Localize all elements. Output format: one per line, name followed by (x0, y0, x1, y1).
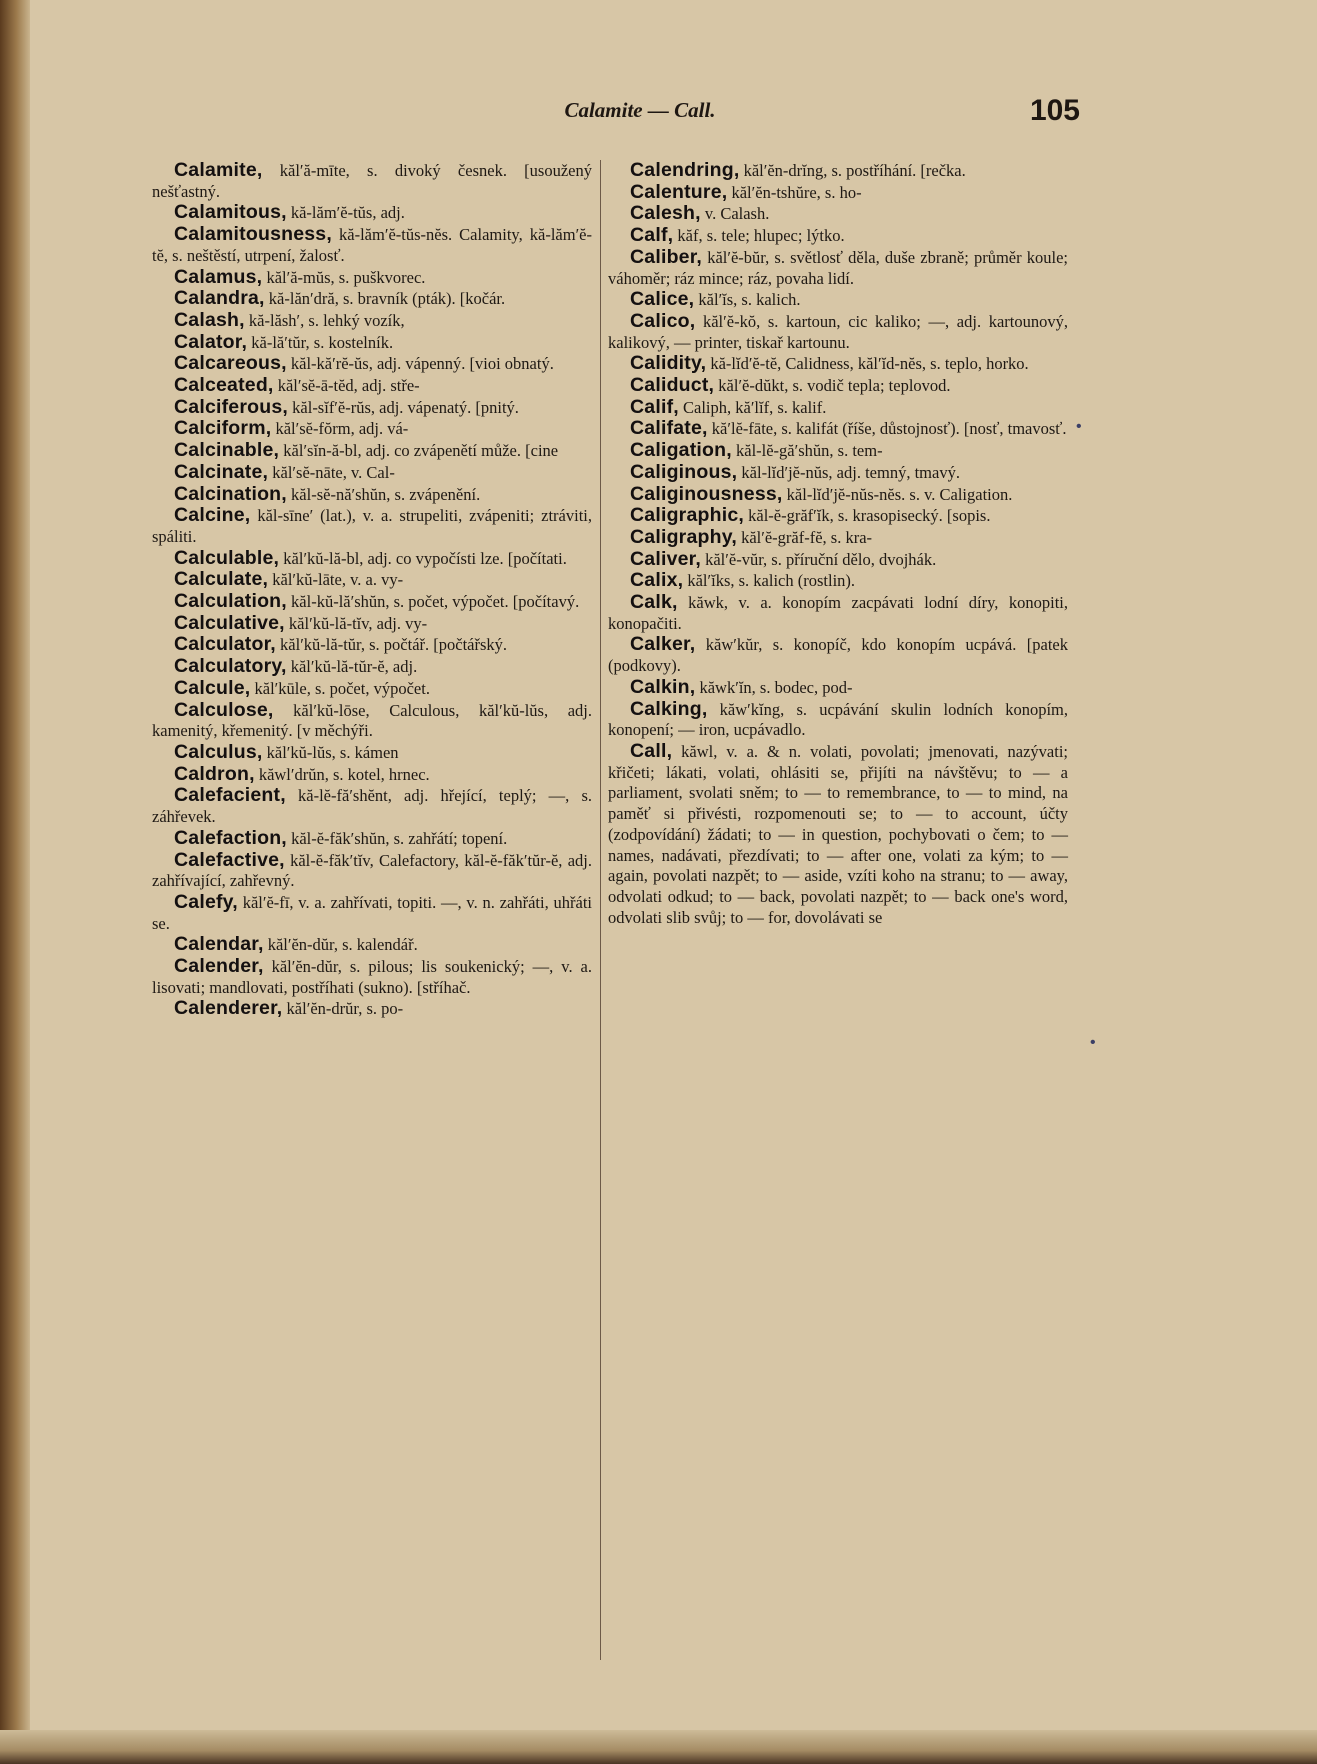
entry-definition: kăl′ĕn-dŭr, s. kalendář. (267, 935, 418, 955)
entry-definition: kăl′sĕ-fŏrm, adj. vá- (275, 419, 409, 439)
dictionary-entry (152, 764, 592, 786)
entry-headword: Caligraphic, (630, 504, 745, 527)
entry-definition: kăw′kŭr, s. konopíč, kdo konopím ucpává. [patek (podkovy). (608, 635, 1068, 676)
entry-headword: Calendar, (174, 933, 264, 956)
entry-definition: kăwk′ĭn, s. bodec, pod- (699, 677, 853, 697)
entry-headword: Calefaction, (174, 826, 287, 849)
entry-headword: Calcareous, (174, 352, 287, 375)
dictionary-entry (608, 225, 1068, 247)
entry-definition: kă-lă′tŭr, s. kostelník. (251, 332, 394, 352)
entry-headword: Calefactive, (174, 848, 285, 871)
entry-definition: kăwl, v. a. & n. volati, povolati; jmenovati, nazývati; křičeti; lákati, volati, ohlásiti se, přijíti na návštěvu; to — a parliament, svolati sněm; to — to remembrance, to — to mind, na paměť si přivésti, rozpomenouti se; to — to account, účty (zodpovídání) žádati; to — in question, pochybovati o čem; to — names, nadávati, přezdívati; to — after one, volati za kým; to — again, povolati nazpět; to — aside, vzíti koho na stranu; to — away, odvolati odkud; to — back, povolati nazpět; to — back one's word, odvolati slib svůj; to — for, dovolávati se (608, 741, 1068, 927)
dictionary-entry (152, 678, 592, 700)
entry-definition: kă-lăn′dră, s. bravník (pták). [kočár. (268, 289, 506, 309)
dictionary-entry (152, 505, 592, 547)
dictionary-entry (608, 418, 1068, 440)
dictionary-entry (152, 850, 592, 892)
dictionary-entry (608, 397, 1068, 419)
entry-definition: kă-lăm′ĕ-tŭs-nĕs. Calamity, kă-lăm′ĕ-tĕ, s. neštěstí, utrpení, žalosť. (152, 225, 593, 265)
entry-definition: kăw′kĭng, s. ucpávání skulin lodních konopím, konopení; — iron, ucpávadlo. (608, 699, 1068, 740)
dictionary-entry (152, 742, 592, 764)
entry-definition: kăl-kŭ-lă′shŭn, s. počet, výpočet. [počítavý. (291, 592, 580, 612)
dictionary-entry (152, 332, 592, 354)
page-binding-edge (0, 0, 30, 1764)
entry-definition: kăl-lĕ-gă′shŭn, s. tem- (736, 441, 883, 461)
entry-definition: kăl′ĕ-grăf-fĕ, s. kra- (741, 527, 873, 547)
entry-definition: kăl′kŭ-lōse, Calculous, kăl′kŭ-lŭs, adj. kamenitý, křemenitý. [v měchýři. (152, 700, 592, 741)
dictionary-entry (152, 828, 592, 850)
entry-definition: v. Calash. (704, 204, 770, 224)
entry-definition: kăl′kŭ-lāte, v. a. vy- (272, 570, 404, 590)
entry-headword: Calash, (174, 308, 245, 331)
entry-headword: Calculate, (174, 568, 269, 591)
entry-headword: Calculable, (174, 546, 280, 569)
entry-definition: kăl′kŭ-lă-tŭr, s. počtář. [počtářský. (280, 635, 508, 655)
dictionary-entry (608, 677, 1068, 699)
entry-headword: Calculose, (174, 698, 274, 721)
entry-headword: Califate, (630, 417, 708, 440)
entry-headword: Caliginousness, (630, 482, 783, 505)
dictionary-entry (152, 160, 592, 202)
page-bottom-edge (0, 1730, 1317, 1764)
dictionary-entry (608, 462, 1068, 484)
entry-definition: kăl′ĕ-bŭr, s. světlosť děla, duše zbraně; průměr koule; váhoměr; ráz mince; ráz, povaha lidí. (608, 247, 1069, 288)
entry-headword: Calculation, (174, 590, 287, 613)
entry-definition: kăwk, v. a. konopím zacpávati lodní díry, konopiti, konopačiti. (608, 593, 1069, 633)
entry-headword: Calcinable, (174, 439, 280, 462)
dictionary-entry (152, 569, 592, 591)
entry-definition: kăl′ă-mīte, s. divoký česnek. [usoužený nešťastný. (152, 161, 592, 201)
entry-headword: Calciferous, (174, 395, 289, 418)
margin-marker: • (1090, 1034, 1096, 1051)
dictionary-entry (152, 656, 592, 678)
dictionary-entry (608, 375, 1068, 397)
dictionary-entry (152, 462, 592, 484)
entry-headword: Calif, (630, 395, 679, 418)
dictionary-entry (152, 288, 592, 310)
entry-definition: kăl′kŭ-lă-tŭr-ĕ, adj. (290, 657, 418, 677)
dictionary-entry (608, 203, 1068, 225)
entry-definition: kă′lĕ-fāte, s. kalifát (říše, důstojnosť). [nosť, tmavosť. (711, 419, 1067, 439)
dictionary-entry (608, 505, 1068, 527)
entry-definition: kăl′kŭ-lă-bl, adj. co vypočísti lze. [počítati. (283, 548, 567, 568)
entry-definition: kăl-sĭf′ĕ-rŭs, adj. vápenatý. [pnitý. (292, 397, 519, 417)
dictionary-entry (608, 699, 1068, 741)
entry-headword: Calamite, (174, 159, 263, 181)
entry-headword: Calcination, (174, 482, 287, 505)
dictionary-entry (152, 956, 592, 998)
dictionary-entry (152, 548, 592, 570)
entry-definition: kăl′ĕn-tshŭre, s. ho- (731, 182, 862, 202)
entry-definition: kăwl′drŭn, s. kotel, hrnec. (258, 764, 430, 784)
entry-headword: Caligation, (630, 439, 732, 462)
dictionary-entry (608, 353, 1068, 375)
dictionary-entry (152, 375, 592, 397)
entry-headword: Caligraphy, (630, 525, 737, 548)
entry-headword: Calico, (630, 309, 696, 332)
entry-headword: Caliduct, (630, 374, 715, 397)
entry-definition: kăl-ĕ-făk′tĭv, Calefactory, kăl-ĕ-făk′tŭr-ĕ, adj. zahřívající, zahřevný. (152, 850, 592, 891)
entry-headword: Calculator, (174, 633, 276, 656)
entry-headword: Calefy, (174, 890, 238, 913)
dictionary-entry (152, 613, 592, 635)
entry-definition: kăl-kă′rĕ-ŭs, adj. vápenný. [vioi obnatý. (290, 354, 554, 374)
entry-headword: Calice, (630, 288, 695, 311)
dictionary-entry (152, 934, 592, 956)
entry-definition: kăl′sĭn-ă-bl, adj. co zvápenětí může. [cine (283, 441, 559, 461)
page-header (150, 94, 1080, 132)
entry-headword: Caliber, (630, 245, 703, 268)
dictionary-entry (152, 892, 592, 934)
right-column (608, 160, 1068, 928)
entry-headword: Calendring, (630, 159, 740, 181)
entry-definition: kăl-ĕ-făk′shŭn, s. zahřátí; topení. (291, 828, 508, 848)
entry-headword: Calking, (630, 697, 708, 720)
entry-definition: kăl′ĭks, s. kalich (rostlin). (687, 571, 856, 591)
entry-headword: Caliver, (630, 547, 701, 570)
entry-definition: kă-lĭd′ĕ-tĕ, Calidness, kăl′ĭd-nĕs, s. teplo, horko. (710, 354, 1029, 374)
entry-definition: kăl′kŭ-lă-tĭv, adj. vy- (288, 613, 428, 633)
dictionary-entry (152, 484, 592, 506)
entry-headword: Calenture, (630, 180, 728, 203)
entry-headword: Calator, (174, 330, 248, 353)
dictionary-entry (152, 397, 592, 419)
entry-headword: Call, (630, 739, 673, 762)
entry-headword: Calender, (174, 955, 264, 978)
entry-definition: kăl′ĕ-fī, v. a. zahřívati, topiti. —, v. n. zahřáti, uhřáti se. (152, 892, 592, 933)
entry-headword: Calenderer, (174, 997, 283, 1020)
dictionary-entry (608, 311, 1068, 353)
dictionary-entry (608, 527, 1068, 549)
entry-headword: Calceated, (174, 374, 274, 397)
dictionary-entry (608, 549, 1068, 571)
entry-definition: kă-lĕ-fă′shĕnt, adj. hřející, teplý; —, s. záhřevek. (152, 786, 593, 827)
dictionary-entry (608, 247, 1068, 289)
entry-headword: Caliginous, (630, 460, 738, 483)
entry-definition: kăl′ĕn-drŭr, s. po- (286, 999, 404, 1019)
dictionary-entry (152, 310, 592, 332)
dictionary-entry (608, 289, 1068, 311)
dictionary-entry (608, 634, 1068, 676)
entry-headword: Calf, (630, 224, 674, 247)
entry-definition: kăl′kūle, s. počet, výpočet. (254, 678, 430, 698)
running-head: Calamite — Call. (564, 98, 716, 122)
dictionary-entry (152, 202, 592, 224)
entry-definition: kăl′ĕ-dŭkt, s. vodič tepla; teplovod. (718, 376, 951, 396)
entry-definition: kăl-sĕ-nă′shŭn, s. zvápenění. (291, 484, 481, 504)
entry-definition: Caliph, kă′lĭf, s. kalif. (683, 397, 827, 417)
entry-headword: Calculative, (174, 611, 285, 634)
dictionary-entry (152, 224, 592, 266)
entry-definition: kăl-lĭd′jĕ-nŭs, adj. temný, tmavý. (741, 462, 960, 482)
entry-definition: kăl′sĕ-ā-tĕd, adj. stře- (277, 376, 420, 396)
dictionary-entry (152, 700, 592, 742)
entry-definition: kăf, s. tele; hlupec; lýtko. (677, 226, 845, 246)
entry-definition: kăl′ĕn-drĭng, s. postříhání. [rečka. (743, 161, 966, 180)
entry-definition: kăl′sĕ-nāte, v. Cal- (272, 462, 395, 482)
entry-definition: kă-lăm′ĕ-tŭs, adj. (290, 203, 405, 223)
entry-definition: kăl′ĕ-vŭr, s. příruční dělo, dvojhák. (705, 549, 937, 569)
entry-headword: Calkin, (630, 675, 696, 698)
entry-headword: Calamus, (174, 265, 263, 288)
margin-marker: • (1076, 418, 1082, 435)
dictionary-entry (152, 591, 592, 613)
page-number: 105 (1029, 94, 1080, 127)
entry-headword: Calesh, (630, 202, 701, 225)
entry-definition: kăl-ĕ-grăf′ĭk, s. krasopisecký. [sopis. (748, 506, 991, 526)
entry-definition: kă-lăsh′, s. lehký vozík, (248, 310, 405, 330)
dictionary-entry (608, 484, 1068, 506)
entry-headword: Calculatory, (174, 655, 287, 678)
entry-headword: Calidity, (630, 352, 707, 375)
entry-headword: Calix, (630, 569, 684, 592)
dictionary-entry (608, 741, 1068, 928)
entry-headword: Calcine, (174, 504, 251, 527)
entry-headword: Calefacient, (174, 784, 286, 807)
entry-definition: kăl′kŭ-lŭs, s. kámen (266, 742, 399, 762)
entry-headword: Calandra, (174, 287, 265, 310)
dictionary-entry (152, 998, 592, 1020)
entry-definition: kăl-lĭd′jĕ-nŭs-nĕs. s. v. Caligation. (786, 484, 1013, 504)
dictionary-entry (608, 592, 1068, 634)
dictionary-entry (152, 267, 592, 289)
dictionary-entry (608, 440, 1068, 462)
left-column (152, 160, 601, 1660)
entry-headword: Caldron, (174, 762, 255, 785)
entry-definition: kăl′ă-mŭs, s. puškvorec. (266, 267, 426, 287)
entry-headword: Calamitousness, (174, 223, 332, 246)
entry-headword: Calker, (630, 633, 696, 656)
entry-definition: kăl′ĭs, s. kalich. (698, 290, 801, 310)
entry-headword: Calk, (630, 591, 678, 614)
entry-headword: Calamitous, (174, 201, 287, 224)
entry-definition: kăl′ĕn-dŭr, s. pilous; lis soukenický; —, v. a. lisovati; mandlovati, postříhati (sukno). [stříhač. (152, 957, 593, 997)
dictionary-entry (608, 160, 1068, 182)
dictionary-entry (152, 353, 592, 375)
dictionary-entry (152, 634, 592, 656)
dictionary-entry (152, 440, 592, 462)
dictionary-entry (152, 785, 592, 827)
entry-headword: Calcule, (174, 676, 251, 699)
entry-headword: Calcinate, (174, 460, 269, 483)
entry-headword: Calculus, (174, 740, 263, 763)
entry-headword: Calciform, (174, 417, 272, 440)
dictionary-entry (152, 418, 592, 440)
dictionary-entry (608, 570, 1068, 592)
entry-definition: kăl′ĕ-kŏ, s. kartoun, cic kaliko; —, adj. kartounový, kalikový, — printer, tiskař kartounu. (608, 311, 1068, 352)
dictionary-entry (608, 182, 1068, 204)
entry-definition: kăl-sīne′ (lat.), v. a. strupeliti, zvápeniti; ztráviti, spáliti. (152, 506, 593, 546)
